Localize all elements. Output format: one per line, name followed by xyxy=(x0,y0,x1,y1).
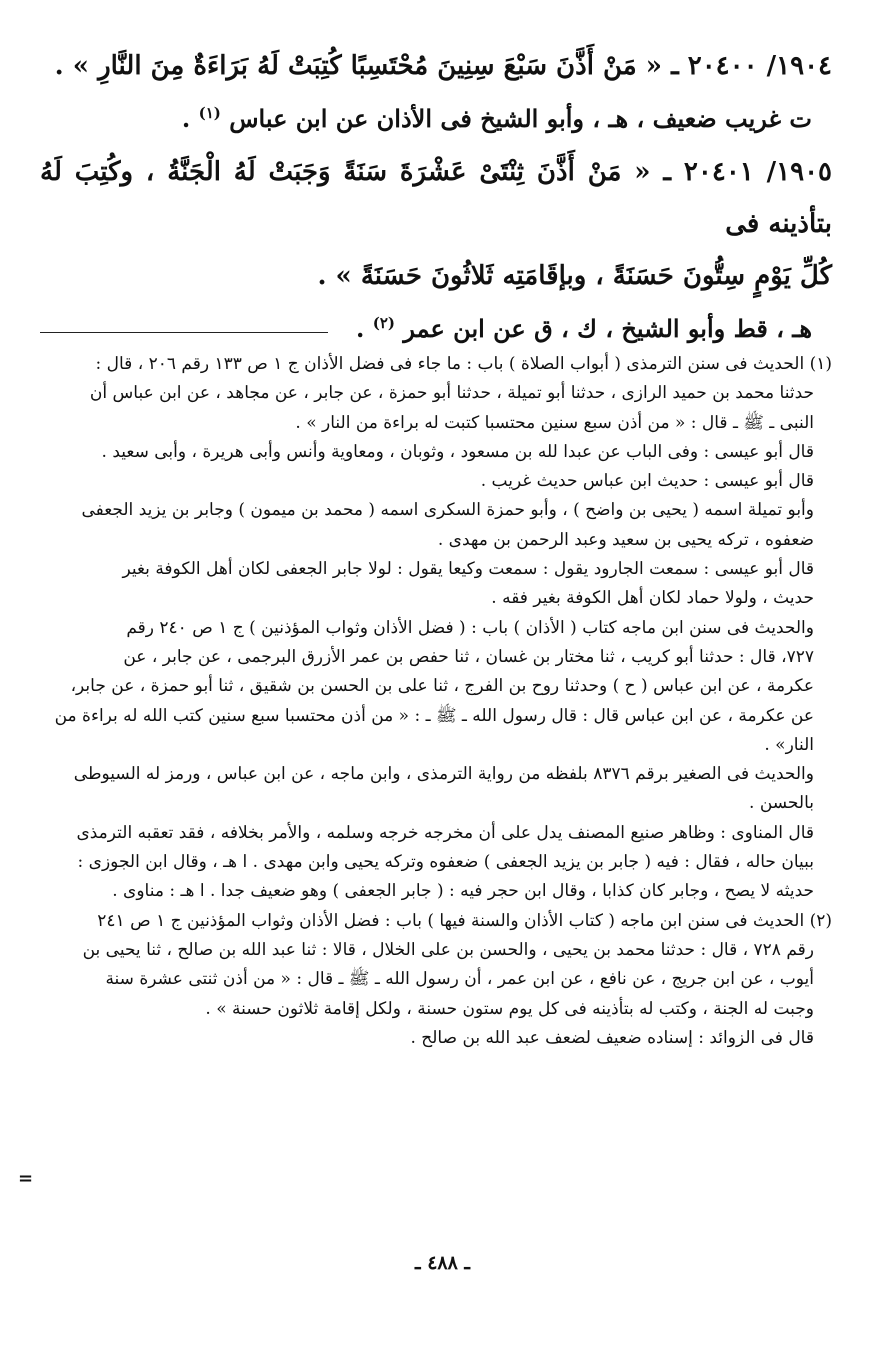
hadith-1905: ١٩٠٥/ ٢٠٤٠١ ـ « مَنْ أَذَّنَ ثِنْتَىْ عَشْرَةَ سَنَةً وَجَبَتْ لَهُ الْجَنَّةُ ، وكُتِبَ لَهُ بتأذينه فى xyxy=(40,157,832,239)
page-number: ـ ٤٨٨ ـ xyxy=(415,1252,470,1274)
footnote-divider xyxy=(40,332,328,333)
footnote-line: النبى ـ ﷺ ـ قال : « من أذن سبع سنين محتسبا كتبت له براءة من النار » . xyxy=(295,412,814,433)
continuation-mark: = xyxy=(18,1168,34,1189)
footnote-line: قال المناوى : وظاهر صنيع المصنف يدل على أن مخرجه خرجه وسلمه ، والأمر بخلافه ، فقد تعقبه الترمذى xyxy=(76,822,814,843)
footnote-line: النار» . xyxy=(764,734,814,755)
footnote-line: ضعفوه ، تركه يحيى بن سعيد وعبد الرحمن بن مهدى . xyxy=(437,529,814,550)
footnote-line: عن عكرمة ، عن ابن عباس قال : قال رسول الله ـ ﷺ ـ : « من أذن محتسبا سبع سنين كتب الله له براءة من xyxy=(54,705,814,726)
footnote-line: (١) الحديث فى سنن الترمذى ( أبواب الصلاة ) باب : ما جاء فى فضل الأذان ج ١ ص ١٣٣ رقم ٢٠٦ ، قال : xyxy=(95,354,832,374)
hadith-1905-continued: كُلِّ يَوْمٍ سِتُّونَ حَسَنَةً ، وبإقَامَتِه ثَلاثُونَ حَسَنَةً » . xyxy=(317,261,832,291)
footnotes xyxy=(40,350,832,1053)
footnote-line: حدثنا محمد بن حميد الرازى ، حدثنا أبو تميلة ، حدثنا أبو حمزة ، عن جابر ، عن مجاهد ، عن ابن عباس أن xyxy=(89,383,814,404)
footnote-line: والحديث فى الصغير برقم ٨٣٧٦ بلفظه من رواية الترمذى ، وابن ماجه ، عن ابن عباس ، ورمز له السيوطى xyxy=(73,764,814,785)
footnote-line: ٧٢٧، قال : حدثنا أبو كريب ، ثنا مختار بن غسان ، ثنا حفص بن عمر الأزرق البرجمى ، عن جابر ، عن xyxy=(123,646,814,667)
footnote-line: حديث ، ولولا حماد لكان أهل الكوفة بغير فقه . xyxy=(491,588,814,609)
main-text xyxy=(40,40,832,356)
footnote-line: قال أبو عيسى : سمعت الجارود يقول : سمعت وكيعا يقول : لولا جابر الجعفى لكان أهل الكوفة بغير xyxy=(122,559,814,580)
hadith-1904-source-text: ت غريب ضعيف ، هـ ، وأبو الشيخ فى الأذان عن ابن عباس xyxy=(229,104,812,133)
footnote-line: أيوب ، عن ابن جريج ، عن نافع ، عن ابن عمر ، أن رسول الله ـ ﷺ ـ قال : « من أذن ثنتى عشرة سنة xyxy=(105,969,814,990)
hadith-1905-source: هـ ، قط وأبو الشيخ ، ك ، ق عن ابن عمر $^{(٢)}$ . xyxy=(356,314,812,343)
hadith-1905-source-text: هـ ، قط وأبو الشيخ ، ك ، ق عن ابن عمر xyxy=(403,314,812,343)
footnote-ref-2[interactable]: (٢) xyxy=(372,314,396,332)
hadith-1904: ١٩٠٤/ ٢٠٤٠٠ ـ « مَنْ أَذَّنَ سَبْعَ سِنِينَ مُحْتَسِبًا كُتِبَتْ لَهُ بَرَاءَةٌ مِنَ النَّارِ » . xyxy=(54,51,832,81)
footnote-line: رقم ٧٢٨ ، قال : حدثنا محمد بن يحيى ، والحسن بن على الخلال ، قالا : ثنا عبد الله بن صالح ، ثنا يحيى بن xyxy=(82,939,814,960)
footnote-line: والحديث فى سنن ابن ماجه كتاب ( الأذان ) باب : ( فضل الأذان وثواب المؤذنين ) ج ١ ص ٢٤٠ رقم xyxy=(126,617,814,638)
footnote-ref-1[interactable]: (١) xyxy=(198,104,221,122)
footnote-line: قال أبو عيسى : وفى الباب عن عبدا لله بن مسعود ، وثوبان ، ومعاوية وأنس وأبى هريرة ، وأبى سعيد . xyxy=(101,441,814,462)
footnote-line: (٢) الحديث فى سنن ابن ماجه ( كتاب الأذان والسنة فيها ) باب : فضل الأذان وثواب المؤذنين ج ١ ص ٢٤١ xyxy=(97,910,832,931)
footnote-line: قال أبو عيسى : حديث ابن عباس حديث غريب . xyxy=(480,471,814,492)
footnote-line: حديثه لا يصح ، وجابر كان كذابا ، وقال ابن حجر فيه : ( جابر الجعفى ) وهو ضعيف جدا . ا هـ : مناوى . xyxy=(112,881,814,902)
footnote-line: وجبت له الجنة ، وكتب له بتأذينه فى كل يوم ستون حسنة ، ولكل إقامة ثلاثون حسنة » . xyxy=(205,998,814,1019)
footnote-line: عكرمة ، عن ابن عباس ( ح ) وحدثنا روح بن الفرج ، ثنا على بن الحسن بن شقيق ، ثنا أبو حمزة ، عن جابر، xyxy=(70,676,814,697)
hadith-1904-source: ت غريب ضعيف ، هـ ، وأبو الشيخ فى الأذان عن ابن عباس $^{(١)}$ . xyxy=(181,104,812,133)
footnote-line: وأبو تميلة اسمه ( يحيى بن واضح ) ، وأبو حمزة السكرى اسمه ( محمد بن ميمون ) وجابر بن يزيد الجعفى xyxy=(81,500,814,521)
footnote-line: بالحسن . xyxy=(749,793,814,814)
footnote-line: ببيان حاله ، فقال : فيه ( جابر بن يزيد الجعفى ) ضعفوه وتركه يحيى وابن مهدى . ا هـ ، وقال ابن الجوزى : xyxy=(77,852,814,873)
footnote-line: قال فى الزوائد : إسناده ضعيف لضعف عبد الله بن صالح . xyxy=(410,1027,814,1048)
